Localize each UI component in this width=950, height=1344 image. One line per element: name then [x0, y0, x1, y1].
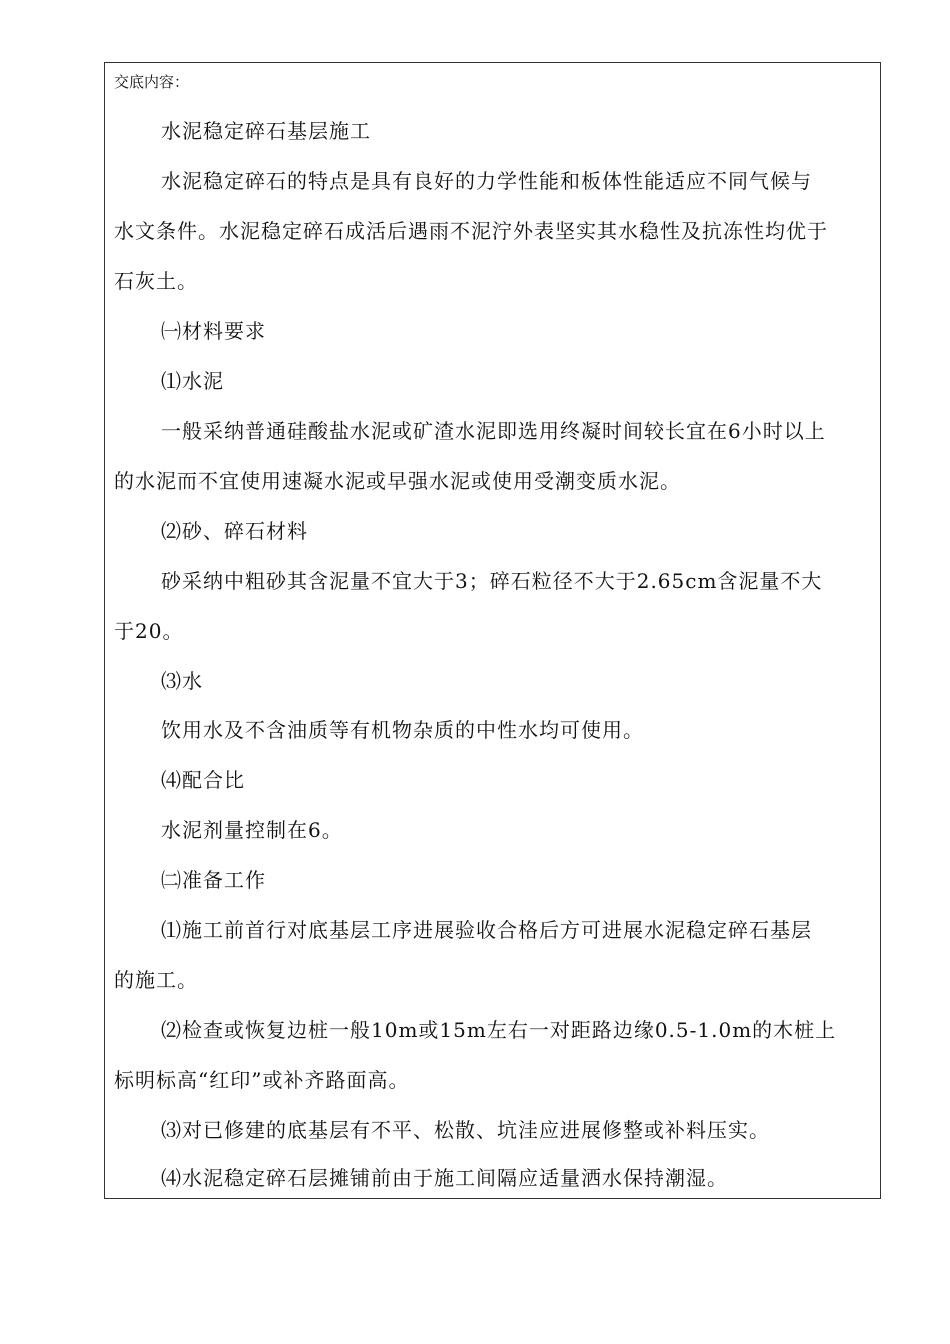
paragraph-line: 的施工。 [114, 968, 198, 992]
paragraph-line: ⑵检查或恢复边桩一般10m或15m左右一对距路边缘0.5-1.0m的木桩上 [161, 1018, 837, 1042]
paragraph-line: 水泥稳定碎石的特点是具有良好的力学性能和板体性能适应不同气候与 [161, 169, 812, 193]
paragraph-line: 标明标高“红印”或补齐路面高。 [114, 1068, 410, 1092]
header-label: 交底内容： [114, 73, 190, 91]
paragraph-line: 水文条件。水泥稳定碎石成活后遇雨不泥泞外表坚实其水稳性及抗冻性均优于 [114, 219, 828, 243]
subsection-heading: ㈠材料要求 [161, 319, 266, 343]
paragraph-line: 的水泥而不宜使用速凝水泥或早强水泥或使用受潮变质水泥。 [114, 469, 681, 493]
item-heading: ⑵砂、碎石材料 [161, 519, 308, 543]
item-heading: ⑶水 [161, 669, 203, 693]
paragraph-line: 于20。 [114, 619, 184, 643]
subsection-heading: ㈡准备工作 [161, 868, 266, 892]
section-title: 水泥稳定碎石基层施工 [161, 119, 371, 143]
paragraph-line: ⑴施工前首行对底基层工序进展验收合格后方可进展水泥稳定碎石基层 [161, 918, 812, 942]
paragraph-line: ⑶对已修建的底基层有不平、松散、坑洼应进展修整或补料压实。 [161, 1118, 770, 1142]
paragraph-line: 石灰土。 [114, 269, 198, 293]
paragraph-line: 一般采纳普通硅酸盐水泥或矿渣水泥即选用终凝时间较长宜在6小时以上 [161, 419, 826, 443]
item-heading: ⑷配合比 [161, 768, 245, 792]
paragraph-line: 水泥剂量控制在6。 [161, 818, 343, 842]
paragraph-line: ⑷水泥稳定碎石层摊铺前由于施工间隔应适量洒水保持潮湿。 [161, 1166, 728, 1190]
item-heading: ⑴水泥 [161, 369, 224, 393]
paragraph-line: 饮用水及不含油质等有机物杂质的中性水均可使用。 [161, 718, 644, 742]
paragraph-line: 砂采纳中粗砂其含泥量不宜大于3；碎石粒径不大于2.65cm含泥量不大 [161, 569, 823, 593]
